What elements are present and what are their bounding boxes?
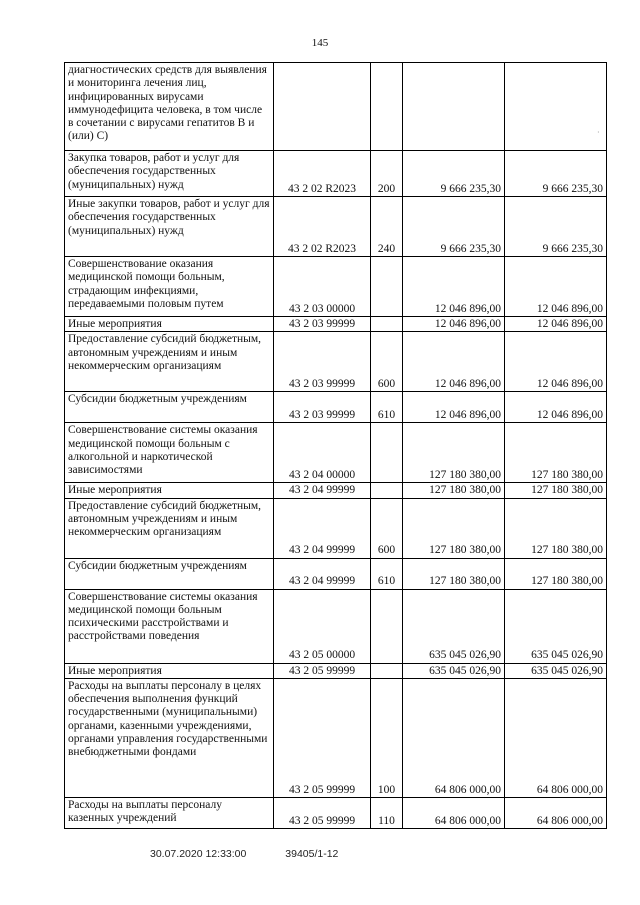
row-amount-1: 9 666 235,30 <box>403 151 505 197</box>
row-code: 43 2 03 00000 <box>274 257 371 317</box>
row-amount-2: 12 046 896,00 <box>505 257 607 317</box>
row-vr: 100 <box>371 678 403 797</box>
row-amount-2: 12 046 896,00 <box>505 317 607 332</box>
row-amount-1 <box>403 63 505 151</box>
row-vr <box>371 483 403 498</box>
row-amount-2: 635 045 026,90 <box>505 663 607 678</box>
row-vr: 240 <box>371 197 403 257</box>
row-amount-1: 9 666 235,30 <box>403 197 505 257</box>
table-row <box>65 317 607 332</box>
row-name: Расходы на выплаты персоналу в целях обеспечения выполнения функций государственными (муниципальными) органами, казенными учреждениями, органами управления государственными внебюджетными фондами <box>65 678 274 797</box>
row-name: Предоставление субсидий бюджетным, автономным учреждениям и иным некоммерческим организациям <box>65 498 274 558</box>
row-name: Расходы на выплаты персоналу казенных учреждений <box>65 797 274 828</box>
row-amount-2: 64 806 000,00 <box>505 797 607 828</box>
row-amount-1: 12 046 896,00 <box>403 317 505 332</box>
row-vr <box>371 63 403 151</box>
row-code <box>274 63 371 151</box>
table-row <box>65 423 607 483</box>
row-code: 43 2 05 99999 <box>274 663 371 678</box>
row-name: Субсидии бюджетным учреждениям <box>65 558 274 589</box>
row-name: Закупка товаров, работ и услуг для обеспечения государственных (муниципальных) нужд <box>65 151 274 197</box>
row-amount-1: 64 806 000,00 <box>403 678 505 797</box>
row-name: Совершенствование оказания медицинской помощи больным, страдающим инфекциями, передаваемыми половым путем <box>65 257 274 317</box>
row-vr <box>371 663 403 678</box>
row-name: Совершенствование системы оказания медицинской помощи больным психическими расстройствами и расстройствами поведения <box>65 589 274 663</box>
row-vr <box>371 423 403 483</box>
row-name: Иные мероприятия <box>65 483 274 498</box>
row-vr: 200 <box>371 151 403 197</box>
row-vr <box>371 589 403 663</box>
row-code: 43 2 04 99999 <box>274 498 371 558</box>
row-vr: 600 <box>371 332 403 392</box>
row-code: 43 2 03 99999 <box>274 317 371 332</box>
table-row <box>65 151 607 197</box>
document-footer <box>150 848 374 860</box>
row-name: Иные мероприятия <box>65 317 274 332</box>
row-amount-1: 12 046 896,00 <box>403 257 505 317</box>
row-amount-2: 12 046 896,00 <box>505 392 607 423</box>
row-amount-2: 127 180 380,00 <box>505 498 607 558</box>
row-code: 43 2 03 99999 <box>274 392 371 423</box>
row-amount-1: 127 180 380,00 <box>403 483 505 498</box>
row-vr: 610 <box>371 392 403 423</box>
row-amount-2: 127 180 380,00 <box>505 483 607 498</box>
row-amount-1: 635 045 026,90 <box>403 663 505 678</box>
row-name: Совершенствование системы оказания медицинской помощи больным с алкогольной и наркотической зависимостями <box>65 423 274 483</box>
row-amount-2: 127 180 380,00 <box>505 558 607 589</box>
table-row <box>65 558 607 589</box>
row-name: Субсидии бюджетным учреждениям <box>65 392 274 423</box>
row-amount-2: 9 666 235,30 <box>505 197 607 257</box>
row-amount-1: 12 046 896,00 <box>403 392 505 423</box>
row-name: диагностических средств для выявления и мониторинга лечения лиц, инфицированных вирусами иммунодефицита человека, в том числе в сочетании с вирусами гепатитов В и (или) С) <box>65 63 274 151</box>
row-amount-2: 9 666 235,30 <box>505 151 607 197</box>
row-vr <box>371 257 403 317</box>
row-vr: 610 <box>371 558 403 589</box>
row-name: Предоставление субсидий бюджетным, автономным учреждениям и иным некоммерческим организациям <box>65 332 274 392</box>
row-code: 43 2 02 R2023 <box>274 197 371 257</box>
row-amount-1: 127 180 380,00 <box>403 423 505 483</box>
page-number: 145 <box>311 37 329 49</box>
row-amount-2: 635 045 026,90 <box>505 589 607 663</box>
row-code: 43 2 03 99999 <box>274 332 371 392</box>
table-row <box>65 678 607 797</box>
table-row <box>65 483 607 498</box>
table-row <box>65 392 607 423</box>
row-amount-2 <box>505 63 607 151</box>
row-amount-2: 64 806 000,00 <box>505 678 607 797</box>
table-row <box>65 589 607 663</box>
row-code: 43 2 04 99999 <box>274 483 371 498</box>
row-name: Иные закупки товаров, работ и услуг для обеспечения государственных (муниципальных) нужд <box>65 197 274 257</box>
row-code: 43 2 02 R2023 <box>274 151 371 197</box>
row-amount-1: 64 806 000,00 <box>403 797 505 828</box>
row-amount-1: 127 180 380,00 <box>403 498 505 558</box>
footer-timestamp: 30.07.2020 12:33:00 <box>150 848 247 860</box>
row-amount-1: 635 045 026,90 <box>403 589 505 663</box>
row-code: 43 2 05 99999 <box>274 678 371 797</box>
row-amount-2: 12 046 896,00 <box>505 332 607 392</box>
row-name: Иные мероприятия <box>65 663 274 678</box>
footer-doc-id: 39405/1-12 <box>285 848 339 860</box>
row-code: 43 2 04 00000 <box>274 423 371 483</box>
row-code: 43 2 05 00000 <box>274 589 371 663</box>
row-vr <box>371 317 403 332</box>
table-row <box>65 257 607 317</box>
row-amount-1: 12 046 896,00 <box>403 332 505 392</box>
row-code: 43 2 05 99999 <box>274 797 371 828</box>
table-row <box>65 663 607 678</box>
budget-table <box>64 62 607 829</box>
table-row <box>65 197 607 257</box>
table-row <box>65 797 607 828</box>
row-amount-1: 127 180 380,00 <box>403 558 505 589</box>
row-code: 43 2 04 99999 <box>274 558 371 589</box>
scan-mark: · <box>597 128 600 137</box>
table-row <box>65 332 607 392</box>
table-row <box>65 498 607 558</box>
row-amount-2: 127 180 380,00 <box>505 423 607 483</box>
row-vr: 110 <box>371 797 403 828</box>
row-vr: 600 <box>371 498 403 558</box>
table-row <box>65 63 607 151</box>
